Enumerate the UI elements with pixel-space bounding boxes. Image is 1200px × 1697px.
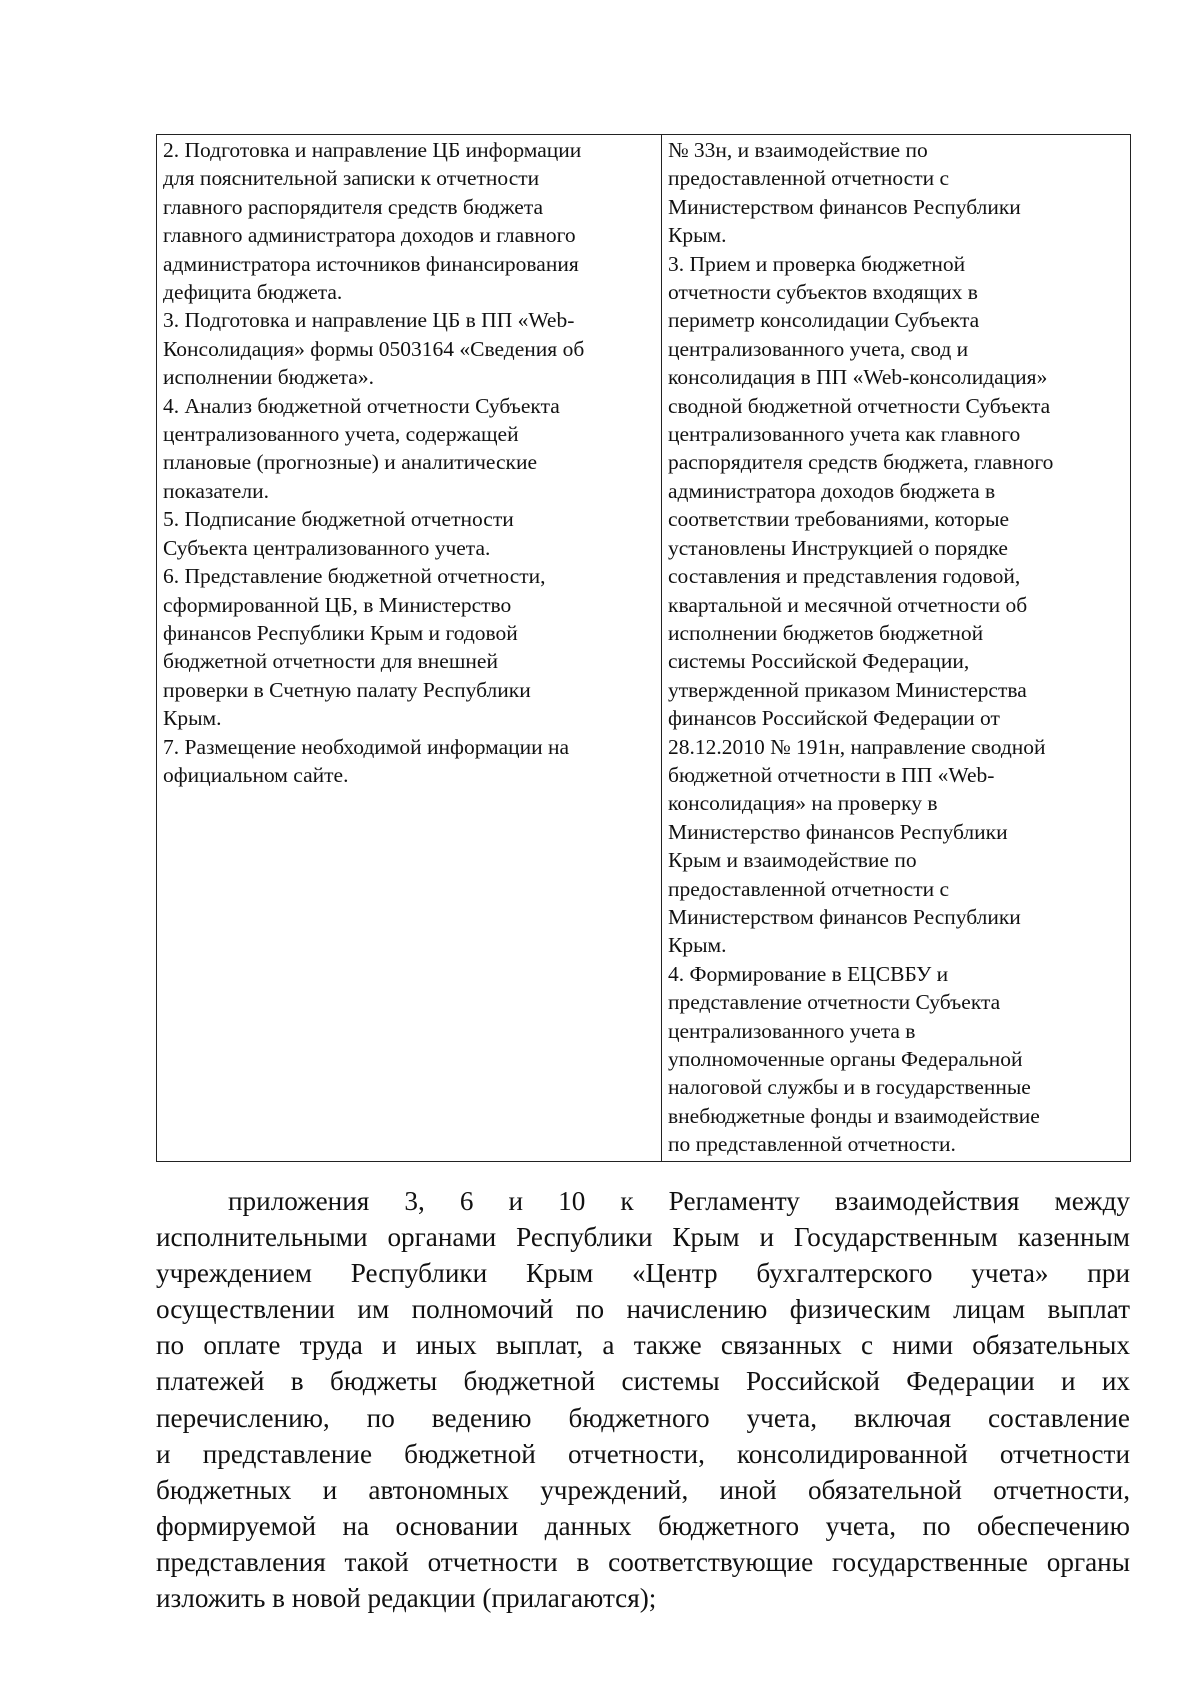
text-line: бюджетной отчетности для внешней [163,649,498,674]
text-line: учреждением Республики Крым «Центр бухгалтерского учета» при [156,1258,1130,1289]
text-line: Крым. [668,933,727,958]
right-cell-text [662,135,1130,1161]
body-paragraph [156,1183,1130,1616]
text-line: 3. Подготовка и направление ЦБ в ПП «Web- [163,308,575,333]
text-line: проверки в Счетную палату Республики [163,677,531,702]
text-line: плановые (прогнозные) и аналитические [163,450,538,475]
responsibilities-table [156,134,1131,1162]
text-line: системы Российской Федерации, [668,649,970,674]
text-line: централизованного учета, свод и [668,336,969,361]
text-line: сформированной ЦБ, в Министерство [163,592,512,617]
text-line: установлены Инструкцией о порядке [668,535,1008,560]
text-line: периметр консолидации Субъекта [668,308,980,333]
table-cell-left [157,135,662,1162]
text-line: осуществлении им полномочий по начислению физическим лицам выплат [156,1294,1130,1325]
text-line: для пояснительной записки к отчетности [163,166,540,191]
text-line: 7. Размещение необходимой информации на [163,734,570,759]
text-line: перечислению, по ведению бюджетного учета, включая составление [156,1402,1130,1433]
text-line: уполномоченные органы Федеральной [668,1047,1023,1071]
text-line: финансов Российской Федерации от [668,706,1000,731]
text-line: изложить в новой редакции (прилагаются); [156,1583,657,1614]
text-line: и представление бюджетной отчетности, консолидированной отчетности [156,1438,1130,1469]
text-line: № 33н, и взаимодействие по [668,138,928,162]
text-line: отчетности субъектов входящих в [668,280,978,305]
text-line: 6. Представление бюджетной отчетности, [163,564,546,589]
text-line: главного администратора доходов и главного [163,223,576,248]
table-row [157,135,1131,1162]
text-line: 28.12.2010 № 191н, направление сводной [668,734,1046,759]
table-cell-right [662,135,1131,1162]
text-line: утвержденной приказом Министерства [668,677,1027,702]
text-line: консолидация» на проверку в [668,791,938,816]
text-line: внебюджетные фонды и взаимодействие [668,1103,1040,1128]
text-line: Министерство финансов Республики [668,819,1008,844]
text-line: соответствии требованиями, которые [668,507,1010,532]
text-line: Министерством финансов Республики [668,904,1021,929]
text-line: централизованного учета как главного [668,422,1021,447]
text-line: представления такой отчетности в соответствующие государственные органы [156,1546,1130,1577]
text-line: консолидация в ПП «Web-консолидация» [668,365,1048,390]
text-line: централизованного учета, содержащей [163,422,519,447]
text-line: налоговой службы и в государственные [668,1075,1031,1100]
text-line: составления и представления годовой, [668,564,1021,589]
text-line: 4. Формирование в ЕЦСВБУ и [668,961,949,986]
text-line: Крым. [668,223,727,248]
text-line: Консолидация» формы 0503164 «Сведения об [163,336,585,361]
text-line: бюджетной отчетности в ПП «Web- [668,762,995,787]
text-line: администратора доходов бюджета в [668,478,996,503]
text-line: предоставленной отчетности с [668,166,950,191]
text-line: Крым. [163,706,222,731]
text-line: 3. Прием и проверка бюджетной [668,251,966,276]
text-line: официальном сайте. [163,762,349,787]
text-line: формируемой на основании данных бюджетного учета, по обеспечению [156,1510,1130,1541]
left-cell-text [157,135,661,791]
text-line: дефицита бюджета. [163,280,343,305]
text-line: распорядителя средств бюджета, главного [668,450,1054,475]
text-line: приложения 3, 6 и 10 к Регламенту взаимодействия между [228,1186,1130,1216]
text-line: главного распорядителя средств бюджета [163,194,544,219]
text-line: предоставленной отчетности с [668,876,950,901]
text-line: исполнительными органами Республики Крым и Государственным казенным [156,1222,1130,1253]
text-line: по оплате труда и иных выплат, а также связанных с ними обязательных [156,1330,1130,1361]
text-line: сводной бюджетной отчетности Субъекта [668,393,1051,418]
text-line: показатели. [163,478,269,503]
text-line: 5. Подписание бюджетной отчетности [163,507,514,532]
text-line: администратора источников финансирования [163,251,579,276]
text-line: финансов Республики Крым и годовой [163,620,518,645]
text-line: централизованного учета в [668,1018,916,1043]
text-line: квартальной и месячной отчетности об [668,592,1028,617]
text-line: Субъекта централизованного учета. [163,535,491,560]
text-line: платежей в бюджеты бюджетной системы Российской Федерации и их [156,1366,1130,1397]
text-line: 4. Анализ бюджетной отчетности Субъекта [163,393,560,418]
text-line: исполнении бюджетов бюджетной [668,620,984,645]
text-line: бюджетных и автономных учреждений, иной обязательной отчетности, [156,1474,1130,1505]
text-line: Министерством финансов Республики [668,194,1021,219]
text-line: исполнении бюджета». [163,365,374,390]
text-line: представление отчетности Субъекта [668,990,1001,1015]
text-line: по представленной отчетности. [668,1132,956,1157]
text-line: Крым и взаимодействие по [668,848,917,873]
text-line: 2. Подготовка и направление ЦБ информации [163,138,582,162]
